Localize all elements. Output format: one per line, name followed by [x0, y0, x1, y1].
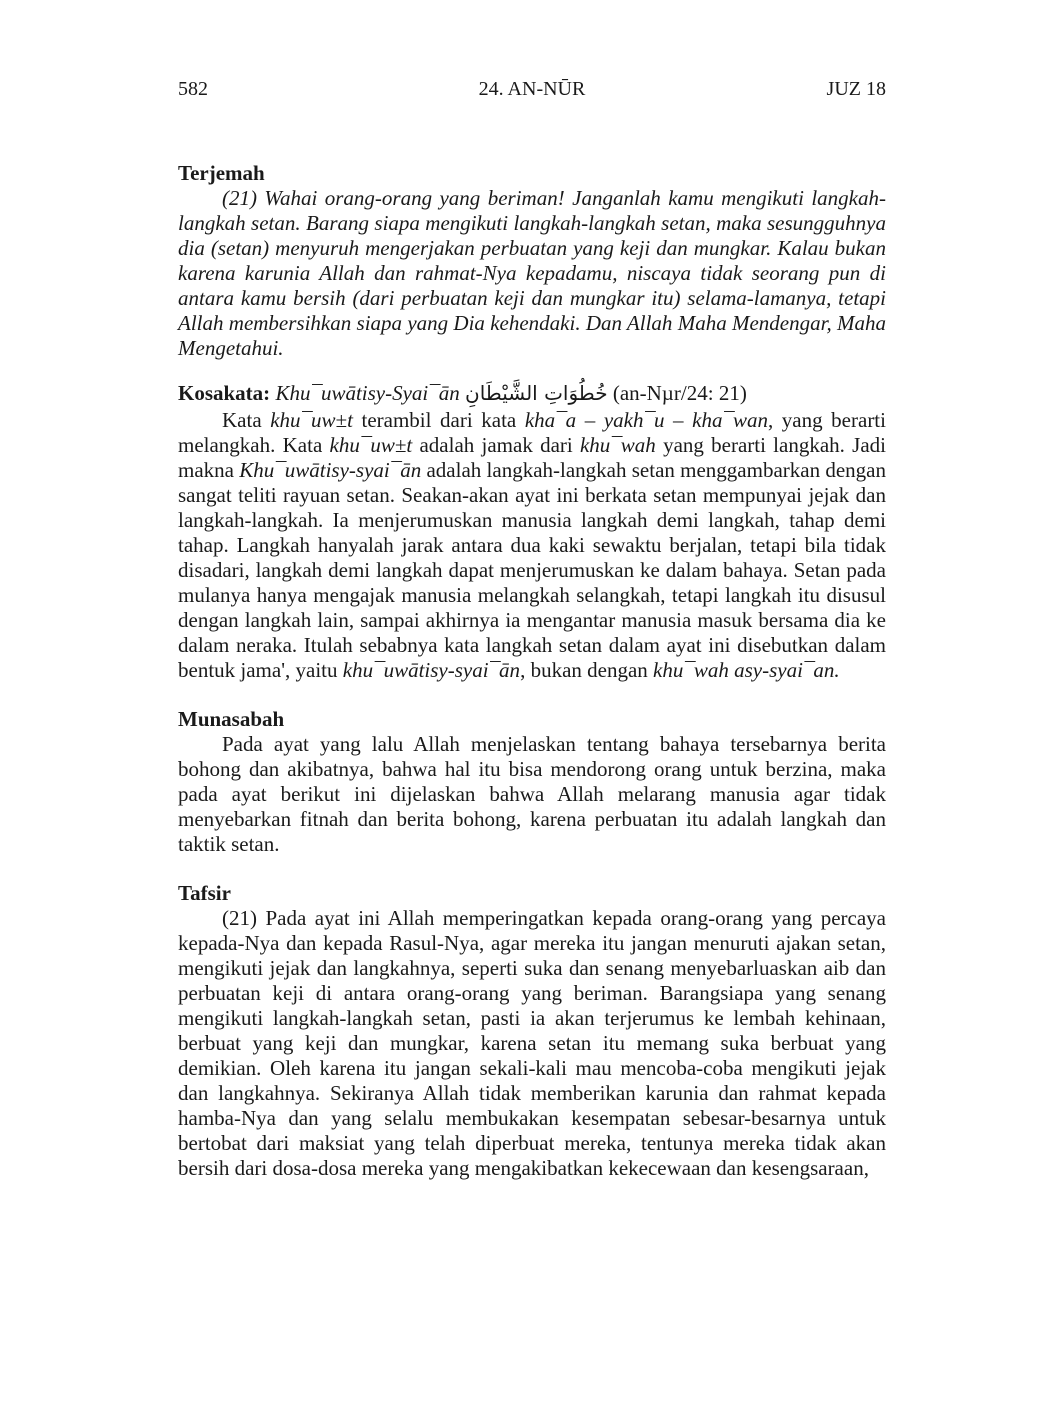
kosakata-explanation — [178, 408, 886, 683]
term-italic: khu¯wah asy-syai¯an. — [653, 658, 840, 682]
text-run: adalah jamak dari — [412, 433, 580, 457]
text-run: , yang berarti melangkah. Kata — [178, 408, 886, 457]
juz-label: JUZ 18 — [826, 78, 886, 100]
kosakata-line — [178, 381, 886, 406]
text-run: yang berarti langkah. Jadi makna — [178, 433, 886, 482]
tafsir-heading: Tafsir — [178, 881, 231, 905]
kosakata-arabic: خُطُوَاتِ الشَّيْطَانِ — [465, 381, 608, 405]
document-page — [178, 78, 886, 1181]
text-run: terambil dari kata — [352, 408, 525, 432]
munasabah-heading: Munasabah — [178, 707, 285, 731]
term-italic: khu¯uwātisy-syai¯ān — [342, 658, 521, 682]
page-header — [178, 78, 886, 104]
term-italic: kha¯a – yakh¯u – kha¯wan — [524, 408, 768, 432]
tafsir-text: (21) Pada ayat ini Allah memperingatkan kepada orang-orang yang percaya kepada-Nya dan kepada Rasul-Nya, agar mereka itu jangan menuruti ajakan setan, mengikuti jejak dan langkahnya, seperti suka dan senang menyebarluaskan aib dan perbuatan keji di antara orang-orang yang beriman. Barangsiapa yang senang mengikuti langkah-langkah setan, pasti ia akan terjerumus ke lembah kehinaan, berbuat yang keji dan mungkar, karena setan itu memang suka berbuat yang demikian. Oleh karena itu jangan sekali-kali mau mencoba-coba mengikuti jejak dan langkahnya. Sekiranya Allah tidak memberikan karunia dan rahmat kepada hamba-Nya dan yang selalu membukakan kesempatan sebesar-besarnya untuk bertobat dari maksiat yang telah diperbuat mereka, tentunya mereka tidak akan bersih dari dosa-dosa mereka yang mengakibatkan kekecewaan dan kesengsaraan, — [178, 906, 886, 1180]
chapter-title: 24. AN-NŪR — [478, 78, 586, 100]
page-number: 582 — [178, 78, 208, 100]
munasabah-text: Pada ayat yang lalu Allah menjelaskan tentang bahaya tersebarnya berita bohong dan akibatnya, bahwa hal itu bisa mendorong orang untuk berzina, maka pada ayat berikut ini dijelaskan bahwa Allah melarang manusia agar tidak menyebarkan fitnah dan berita bohong, karena perbuatan itu adalah langkah dan taktik setan. — [178, 732, 886, 856]
term-italic: khu¯uw±t — [329, 433, 413, 457]
kosakata-reference: (an-Nµr/24: 21) — [612, 381, 747, 405]
terjemah-heading: Terjemah — [178, 161, 265, 185]
kosakata-term: Khu¯uwātisy-Syai¯ān — [275, 381, 460, 405]
text-run: Kata — [222, 408, 271, 432]
text-run: , bukan dengan — [520, 658, 654, 682]
term-italic: khu¯wah — [579, 433, 656, 457]
term-italic: khu¯uw±t — [270, 408, 353, 432]
term-italic: Khu¯uwātisy-syai¯ān — [239, 458, 422, 482]
terjemah-text: (21) Wahai orang-orang yang beriman! Janganlah kamu mengikuti langkah-langkah setan. Barang siapa mengikuti langkah-langkah setan, maka sesungguhnya dia (setan) menyuruh mengerjakan perbuatan yang keji dan mungkar. Kalau bukan karena karunia Allah dan rahmat-Nya kepadamu, niscaya tidak seorang pun di antara kamu bersih (dari perbuatan keji dan mungkar itu) selama-lamanya, tetapi Allah membersihkan siapa yang Dia kehendaki. Dan Allah Maha Mendengar, Maha Mengetahui. — [178, 186, 886, 360]
text-run: adalah langkah-langkah setan menggambarkan dengan sangat teliti rayuan setan. Seakan-akan ayat ini berkata setan mempunyai jejak dan langkah-langkah. Ia menjerumuskan manusia langkah demi langkah, tahap demi tahap. Langkah hanyalah jarak antara dua kaki sewaktu berjalan, tetapi bila tidak disadari, langkah demi langkah dapat menjerumuskan ke dalam bahaya. Setan pada mulanya hanya mengajak manusia melangkah selangkah, tetapi langkah itu disusul dengan langkah lain, sampai akhirnya ia mengantar manusia masuk bersama dia ke dalam neraka. Itulah sebabnya kata langkah setan dalam ayat ini disebutkan dalam bentuk jama', yaitu — [178, 458, 886, 682]
kosakata-label: Kosakata: — [178, 381, 271, 405]
